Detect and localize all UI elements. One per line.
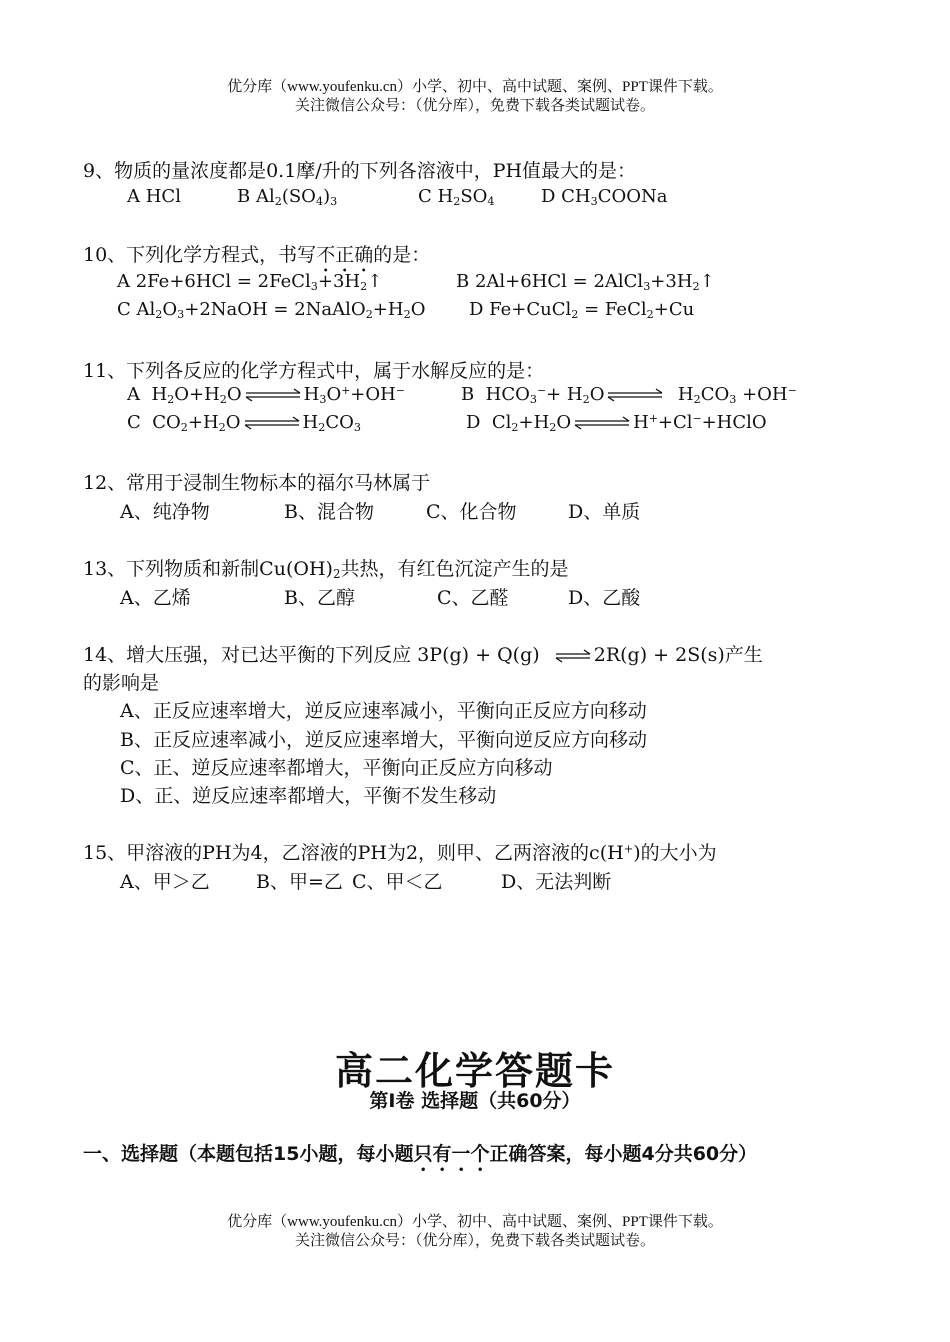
question-14-stem: 14、增大压强，对已达平衡的下列反应 3P(g) + Q(g) 2R(g) + 2S(s)产生	[83, 644, 763, 666]
question-11-stem: 11、下列各反应的化学方程式中，属于水解反应的是：	[83, 360, 545, 382]
header-line-1: 优分库（www.youfenku.cn）小学、初中、高中试题、案例、PPT课件下载。	[227, 79, 723, 95]
answer-card-subtitle: 第Ⅰ卷 选择题（共60分）	[369, 1090, 581, 1112]
answer-card-title: 高二化学答题卡	[334, 1049, 615, 1093]
page-header	[0, 78, 950, 116]
answer-card-section-heading: 一、选择题（本题包括15小题，每小题只有一个正确答案，每小题4分共60分）	[83, 1143, 758, 1165]
question-14-option-b: B、正反应速率减小，逆反应速率增大，平衡向逆反应方向移动	[120, 729, 647, 751]
question-12-option-c: C、化合物	[426, 501, 517, 523]
question-10-option-d: D Fe+CuCl$_2$ = FeCl$_2$+Cu	[469, 299, 695, 321]
question-11-option-d: D $Cl_2+H_2O$ H++Cl−+HClO	[466, 412, 767, 434]
question-9-stem: 9、物质的量浓度都是0.1摩/升的下列各溶液中，PH值最大的是：	[83, 160, 637, 182]
question-10-stem: 10、下列化学方程式，书写不正确的是：	[83, 244, 431, 266]
question-9-option-b: B $Al_2(SO_4)_3$	[237, 186, 338, 208]
question-11-option-a: A $H_2O+H_2O$ $H_3O^++OH^-$	[127, 384, 405, 406]
equilibrium-arrow-icon	[606, 388, 664, 402]
question-10-option-b: B $2Al+6HCl = 2AlCl_3+3H_2↑$	[456, 271, 715, 293]
question-14-option-d: D、正、逆反应速率都增大，平衡不发生移动	[120, 785, 497, 807]
question-12-stem: 12、常用于浸制生物标本的福尔马林属于	[83, 472, 431, 494]
question-15-option-c: C、甲＜乙	[352, 871, 443, 893]
question-12-option-d: D、单质	[568, 501, 641, 523]
equilibrium-arrow-icon	[573, 416, 631, 430]
question-13-option-d: D、乙酸	[568, 587, 641, 609]
question-10-option-c: C $Al_2O_3+2NaOH$ = $2NaAlO_2+H_2O$	[117, 299, 426, 321]
equilibrium-arrow-icon	[243, 416, 301, 430]
question-10-option-a: A $2Fe+6HCl = 2FeCl_3+3H_2↑$	[117, 271, 383, 293]
question-9-option-c: C $H_2SO_4$	[418, 186, 495, 208]
question-13-option-b: B、乙醇	[284, 587, 355, 609]
question-11-option-b: B $HCO_3^-+ H_2O$ $H_2CO_3 +OH^-$	[461, 384, 797, 406]
question-15-option-a: A、甲＞乙	[120, 871, 210, 893]
question-11-option-c: C $CO_2+H_2O$ $H_2CO_3$	[127, 412, 361, 434]
question-13-option-a: A、乙烯	[120, 587, 191, 609]
question-13-stem: 13、下列物质和新制$Cu(OH)_2$共热，有红色沉淀产生的是	[83, 558, 569, 581]
question-14-stem-cont: 的影响是	[83, 672, 160, 694]
question-12-option-a: A、纯净物	[120, 501, 210, 523]
question-13-option-c: C、乙醛	[437, 587, 509, 609]
question-9-option-d: D $CH_3COONa$	[541, 186, 668, 208]
header-line-2: 关注微信公众号：（优分库），免费下载各类试题试卷。	[294, 98, 655, 114]
question-14-option-a: A、正反应速率增大，逆反应速率减小，平衡向正反应方向移动	[120, 700, 647, 722]
footer-line-1: 优分库（www.youfenku.cn）小学、初中、高中试题、案例、PPT课件下载。	[227, 1214, 723, 1230]
question-12-option-b: B、混合物	[284, 501, 374, 523]
equilibrium-arrow-icon	[244, 388, 302, 402]
question-9-option-a: A HCl	[127, 186, 181, 207]
equilibrium-arrow-icon	[554, 649, 592, 663]
question-14-option-c: C、正、逆反应速率都增大，平衡向正反应方向移动	[120, 757, 553, 779]
footer-line-2: 关注微信公众号：（优分库），免费下载各类试题试卷。	[294, 1233, 655, 1249]
question-15-option-b: B、甲=乙	[256, 871, 343, 893]
page-footer	[0, 1213, 950, 1251]
question-15-option-d: D、无法判断	[501, 871, 612, 893]
question-15-stem: 15、甲溶液的PH为4，乙溶液的PH为2，则甲、乙两溶液的c(H+)的大小为	[83, 841, 717, 864]
